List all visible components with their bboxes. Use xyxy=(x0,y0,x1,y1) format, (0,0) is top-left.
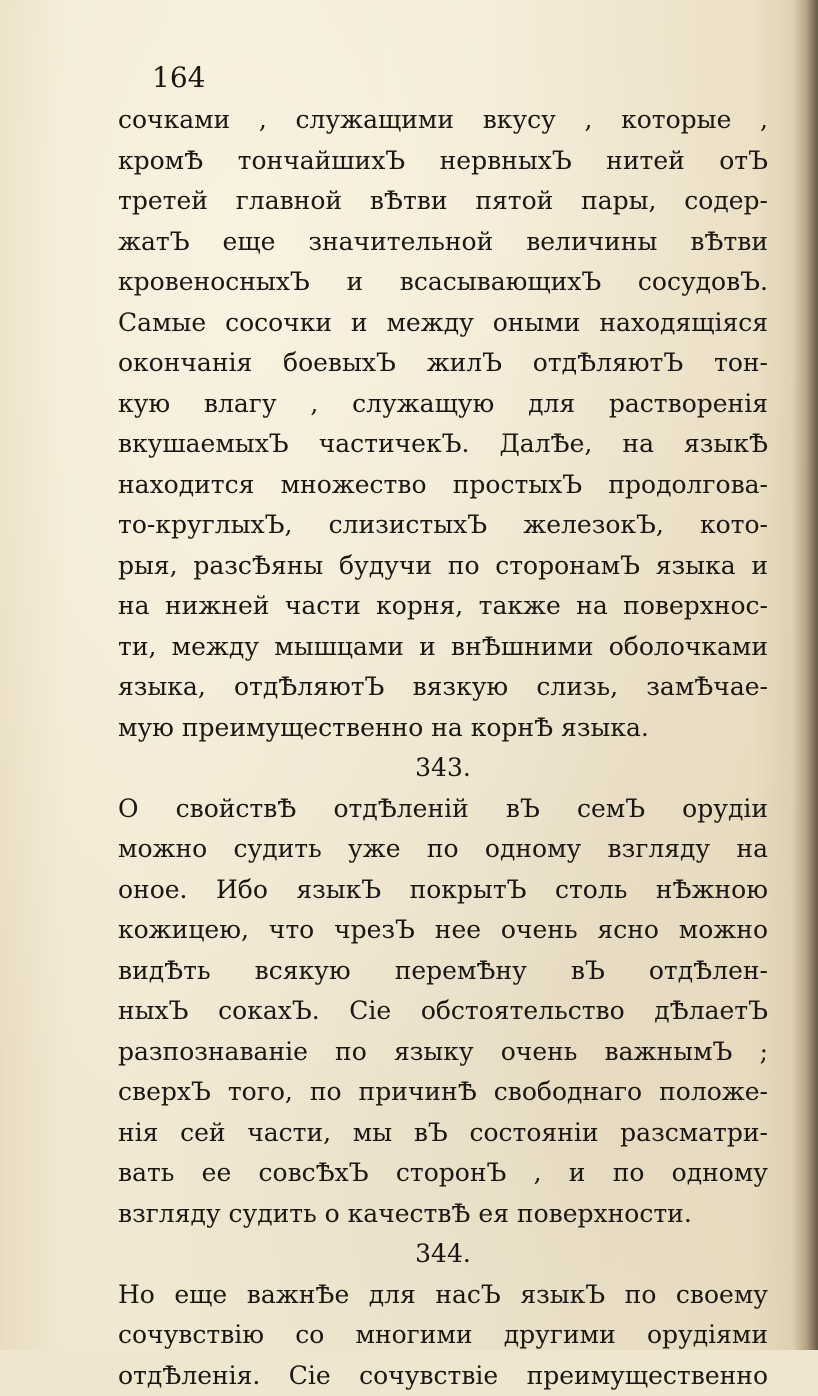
paragraph xyxy=(118,100,768,748)
text-line: взгляду судить о качествѢ ея поверхности. xyxy=(118,1194,768,1235)
text-line: окончанія боевыхЪ жилЪ отдѢляютЪ тон- xyxy=(118,343,768,384)
text-line: мую преимущественно на корнѢ языка. xyxy=(118,708,768,749)
text-line: на нижней части корня, также на поверхнос- xyxy=(118,586,768,627)
text-line: жатЪ еще значительной величины вѢтви xyxy=(118,222,768,263)
section-number: 344. xyxy=(118,1234,768,1275)
text-line: ныхЪ сокахЪ. Сіе обстоятельство дѢлаетЪ xyxy=(118,991,768,1032)
body-text xyxy=(118,100,768,1396)
text-line: кую влагу , служащую для растворенія xyxy=(118,384,768,425)
page-number: 164 xyxy=(118,56,768,100)
text-line: нія сей части, мы вЪ состояніи разсматри- xyxy=(118,1113,768,1154)
text-line: вать ее совсѢхЪ сторонЪ , и по одному xyxy=(118,1153,768,1194)
text-line: Самые сосочки и между оными находящіяся xyxy=(118,303,768,344)
text-line: видѢть всякую перемѢну вЪ отдѢлен- xyxy=(118,951,768,992)
text-line: ти, между мышцами и внѢшними оболочками xyxy=(118,627,768,668)
paragraph xyxy=(118,789,768,1235)
text-line: языка, отдѢляютЪ вязкую слизь, замѢчае- xyxy=(118,667,768,708)
section-number: 343. xyxy=(118,748,768,789)
text-line: кровеносныхЪ и всасывающихЪ сосудовЪ. xyxy=(118,262,768,303)
text-line: сочками , служащими вкусу , которые , xyxy=(118,100,768,141)
text-line: рыя, разсѢяны будучи по сторонамЪ языка и xyxy=(118,546,768,587)
text-line: отдѢленія. Сіе сочувствіе преимущественно xyxy=(118,1356,768,1396)
text-line: кожицею, что чрезЪ нее очень ясно можно xyxy=(118,910,768,951)
text-line: можно судить уже по одному взгляду на xyxy=(118,829,768,870)
text-line: оное. Ибо языкЪ покрытЪ столь нѢжною xyxy=(118,870,768,911)
text-line: кромѢ тончайшихЪ нервныхЪ нитей отЪ xyxy=(118,141,768,182)
text-line: сочувствію со многими другими орудіями xyxy=(118,1315,768,1356)
text-line: О свойствѢ отдѢленій вЪ семЪ орудіи xyxy=(118,789,768,830)
paragraph xyxy=(118,1275,768,1396)
text-block xyxy=(118,56,768,1396)
text-line: то-круглыхЪ, слизистыхЪ железокЪ, кото- xyxy=(118,505,768,546)
text-line: находится множество простыхЪ продолгова- xyxy=(118,465,768,506)
text-line: Но еще важнѢе для насЪ языкЪ по своему xyxy=(118,1275,768,1316)
page-shadow-edge xyxy=(792,0,818,1350)
text-line: разпознаваніе по языку очень важнымЪ ; xyxy=(118,1032,768,1073)
text-line: сверхЪ того, по причинѢ свободнаго положе- xyxy=(118,1072,768,1113)
text-line: третей главной вѢтви пятой пары, содер- xyxy=(118,181,768,222)
text-line: вкушаемыхЪ частичекЪ. ДалѢе, на языкѢ xyxy=(118,424,768,465)
